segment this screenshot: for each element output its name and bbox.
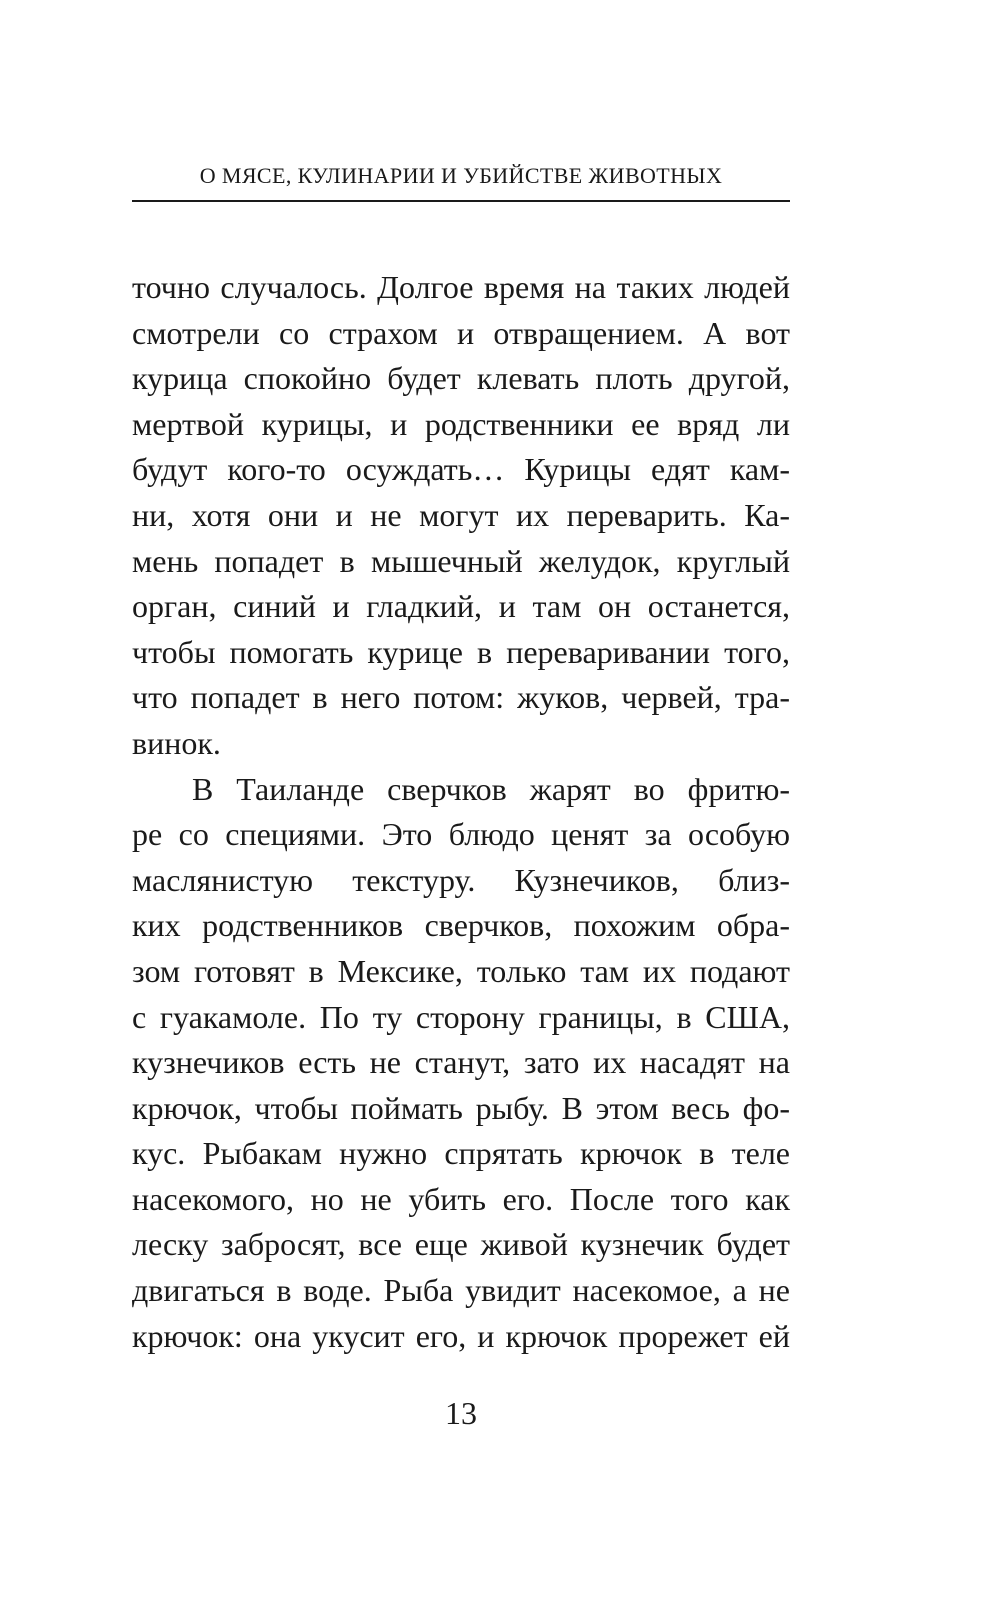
text-line: мертвой курицы, и родственники ее вряд ли bbox=[132, 405, 790, 442]
page-number: 13 bbox=[445, 1395, 477, 1431]
paragraph-first-line: В Таиланде сверчков жарят во фритю- bbox=[192, 770, 790, 807]
text-line: что попадет в него потом: жуков, червей, тра- bbox=[132, 679, 790, 716]
text-line: зом готовят в Мексике, только там их подают bbox=[132, 952, 790, 989]
text-line: курица спокойно будет клевать плоть другой, bbox=[132, 360, 790, 397]
text-line: крючок: она укусит его, и крючок прорежет ей bbox=[132, 1317, 790, 1354]
text-line: кус. Рыбакам нужно спрятать крючок в теле bbox=[132, 1135, 790, 1172]
text-line: ре со специями. Это блюдо ценят за особую bbox=[132, 816, 790, 853]
text-line: леску забросят, все еще живой кузнечик будет bbox=[132, 1226, 790, 1263]
text-line: мень попадет в мышечный желудок, круглый bbox=[132, 542, 790, 579]
body-text bbox=[132, 265, 790, 1359]
text-line: ни, хотя они и не могут их переварить. Ка- bbox=[132, 496, 790, 533]
text-line: винок. bbox=[132, 724, 221, 761]
text-line: с гуакамоле. По ту сторону границы, в США, bbox=[132, 998, 790, 1035]
header-rule bbox=[132, 200, 790, 202]
text-line: насекомого, но не убить его. После того как bbox=[132, 1180, 790, 1217]
text-line: будут кого-то осуждать… Курицы едят кам- bbox=[132, 451, 790, 488]
text-line: двигаться в воде. Рыба увидит насекомое, а не bbox=[132, 1272, 790, 1309]
text-line: крючок, чтобы поймать рыбу. В этом весь фо- bbox=[132, 1089, 790, 1126]
text-line: чтобы помогать курице в переваривании того, bbox=[132, 633, 790, 670]
text-line: точно случалось. Долгое время на таких людей bbox=[132, 269, 790, 305]
running-head-title: О МЯСЕ, КУЛИНАРИИ И УБИЙСТВЕ ЖИВОТНЫХ bbox=[199, 163, 723, 188]
text-line: кузнечиков есть не станут, зато их насадят на bbox=[132, 1044, 790, 1081]
text-line: маслянистую текстуру. Кузнечиков, близ- bbox=[132, 861, 790, 898]
text-line: орган, синий и гладкий, и там он останется, bbox=[132, 588, 790, 625]
text-line: смотрели со страхом и отвращением. А вот bbox=[132, 314, 790, 351]
text-line: ких родственников сверчков, похожим обра- bbox=[132, 907, 790, 944]
